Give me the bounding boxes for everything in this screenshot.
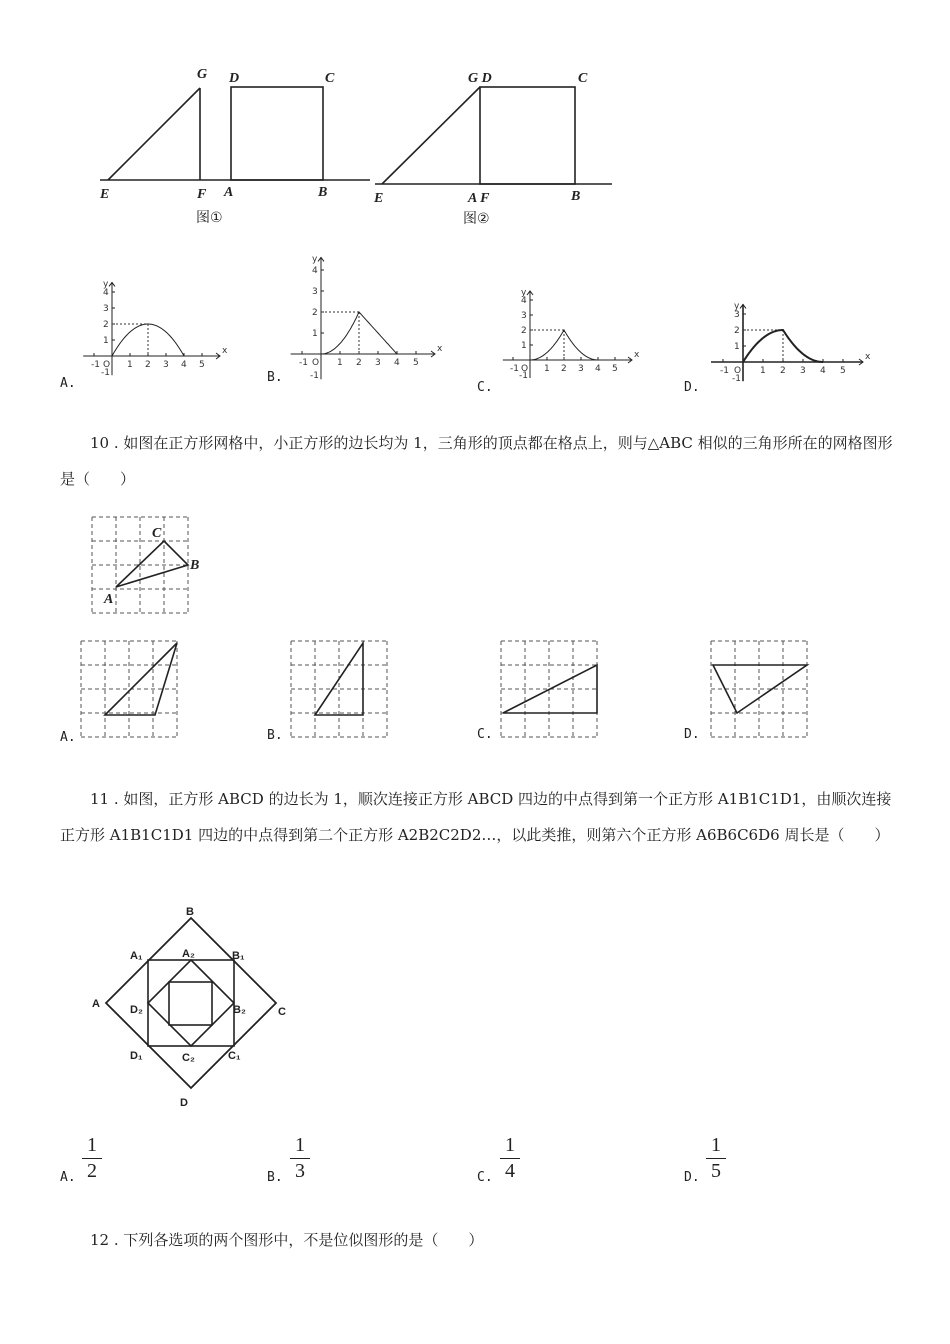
y-tick-label: 2 xyxy=(103,320,109,330)
q10-reference-grid xyxy=(88,515,218,625)
q10-option-b[interactable]: B. xyxy=(267,728,283,743)
q11-label-A1: A₁ xyxy=(130,950,143,962)
y-tick-label: 3 xyxy=(103,304,109,314)
graph-b xyxy=(285,254,455,388)
graph-option-c-label: C. xyxy=(477,380,493,395)
q10-option-c-grid xyxy=(501,641,601,741)
x-tick-label: -1 xyxy=(720,366,729,376)
question-12-text: 12 . 下列各选项的两个图形中，不是位似图形的是（ ） xyxy=(90,1231,484,1249)
q10-option-c[interactable]: C. xyxy=(477,727,493,742)
label-E2: E xyxy=(374,191,384,206)
label-AF: A F xyxy=(468,191,490,206)
x-tick-label: 4 xyxy=(595,364,601,374)
x-tick-label: 2 xyxy=(356,358,362,368)
x-tick-label: 1 xyxy=(544,364,550,374)
q11-label-D1: D₁ xyxy=(130,1050,143,1062)
y-tick-label: 1 xyxy=(312,329,318,339)
label-G: G xyxy=(197,67,208,82)
y-tick-label: -1 xyxy=(101,368,110,378)
x-tick-label: 4 xyxy=(820,366,826,376)
y-tick-label: 2 xyxy=(312,308,318,318)
x-axis-label: x xyxy=(634,350,640,360)
q10-option-d[interactable]: D. xyxy=(684,727,700,742)
figure-2 xyxy=(370,60,630,240)
x-tick-label: 2 xyxy=(145,360,151,370)
graph-a xyxy=(78,270,248,400)
label-B: B xyxy=(318,185,328,200)
x-tick-label: 3 xyxy=(163,360,169,370)
label-E: E xyxy=(100,187,110,202)
q11-option-d-fraction: 1 5 xyxy=(706,1134,726,1183)
label-C: C xyxy=(325,71,335,86)
x-tick-label: 5 xyxy=(413,358,419,368)
graph-option-a-label: A. xyxy=(60,376,76,391)
q10-label-C: C xyxy=(152,526,162,541)
x-tick-label: 5 xyxy=(199,360,205,370)
x-tick-label: -1 xyxy=(91,360,100,370)
x-tick-label: 3 xyxy=(578,364,584,374)
q11-label-A: A xyxy=(92,998,100,1010)
x-tick-label: 1 xyxy=(760,366,766,376)
graph-d xyxy=(705,270,875,400)
y-tick-label: 4 xyxy=(312,266,318,276)
label-C2: C xyxy=(578,71,588,86)
x-tick-label: 4 xyxy=(181,360,187,370)
q11-nested-squares-figure xyxy=(88,903,308,1113)
q10-option-d-grid xyxy=(711,641,811,741)
x-tick-label: -1 xyxy=(299,358,308,368)
label-B2: B xyxy=(571,189,581,204)
x-tick-label: 3 xyxy=(800,366,806,376)
q10-option-a-grid xyxy=(81,641,181,741)
label-F: F xyxy=(197,187,207,202)
q11-label-B: B xyxy=(186,906,194,918)
q11-option-a-fraction: 1 2 xyxy=(82,1134,102,1183)
figure-1-caption: 图① xyxy=(196,210,223,226)
x-tick-label: 2 xyxy=(561,364,567,374)
y-axis-label: y xyxy=(734,301,740,312)
x-tick-label: O xyxy=(521,364,529,374)
graph-c xyxy=(498,268,668,398)
y-tick-label: 2 xyxy=(734,326,740,336)
graph-option-d-label: D. xyxy=(684,380,700,395)
x-tick-label: 3 xyxy=(375,358,381,368)
q11-option-b[interactable]: B. xyxy=(267,1170,283,1185)
q11-label-B1: B₁ xyxy=(232,950,245,962)
q11-label-D: D xyxy=(180,1097,188,1109)
q11-label-C2: C₂ xyxy=(182,1052,195,1064)
y-tick-label: 2 xyxy=(521,326,527,336)
q11-option-c[interactable]: C. xyxy=(477,1170,493,1185)
q11-option-d[interactable]: D. xyxy=(684,1170,700,1185)
y-tick-label: 4 xyxy=(521,296,527,306)
x-tick-label: -1 xyxy=(510,364,519,374)
x-tick-label: 4 xyxy=(394,358,400,368)
y-tick-label: 3 xyxy=(734,310,740,320)
x-tick-label: 1 xyxy=(127,360,133,370)
y-tick-label: 1 xyxy=(103,336,109,346)
x-axis-label: x xyxy=(865,352,871,362)
q10-option-a[interactable]: A. xyxy=(60,730,76,745)
x-tick-label: O xyxy=(103,360,111,370)
y-axis-label: y xyxy=(521,288,527,298)
q11-label-B2: B₂ xyxy=(233,1004,246,1016)
q11-option-b-fraction: 1 3 xyxy=(290,1134,310,1183)
y-axis-label: y xyxy=(103,279,109,290)
x-tick-label: 1 xyxy=(337,358,343,368)
y-tick-label: 1 xyxy=(521,341,527,351)
q10-option-b-grid xyxy=(291,641,391,741)
q10-label-B: B xyxy=(190,558,200,573)
q11-label-D2: D₂ xyxy=(130,1004,143,1016)
x-tick-label: 2 xyxy=(780,366,786,376)
label-A: A xyxy=(224,185,234,200)
x-tick-label: O xyxy=(312,358,320,368)
y-tick-label: 3 xyxy=(312,287,318,297)
x-tick-label: 5 xyxy=(612,364,618,374)
question-10-text: 10 . 如图在正方形网格中，小正方形的边长均为 1，三角形的顶点都在格点上，则与△ABC 相似的三角形所在的网格图形是（ ） xyxy=(60,434,893,488)
q11-label-A2: A₂ xyxy=(182,948,195,960)
y-axis-label: y xyxy=(312,254,318,265)
q11-label-C: C xyxy=(278,1006,286,1018)
q11-option-a[interactable]: A. xyxy=(60,1170,76,1185)
label-GD: G D xyxy=(468,71,492,86)
x-axis-label: x xyxy=(437,344,443,354)
figure-2-caption: 图② xyxy=(463,211,490,227)
q11-label-C1: C₁ xyxy=(228,1050,241,1062)
x-tick-label: O xyxy=(734,366,742,376)
y-tick-label: -1 xyxy=(732,374,741,384)
y-tick-label: -1 xyxy=(310,371,319,381)
y-tick-label: 4 xyxy=(103,288,109,298)
question-11-text: 11 . 如图，正方形 ABCD 的边长为 1，顺次连接正方形 ABCD 四边的中点得到第一个正方形 A1B1C1D1，由顺次连接正方形 A1B1C1D1 四边的中点得到第二个正方形 A2B2C2D2…，以此类推，则第六个正方形 A6B6C6D6 周长是（ ） xyxy=(60,790,892,844)
x-axis-label: x xyxy=(222,346,228,356)
q10-label-A: A xyxy=(104,592,114,607)
q11-option-c-fraction: 1 4 xyxy=(500,1134,520,1183)
graph-option-b-label: B. xyxy=(267,370,283,385)
y-tick-label: -1 xyxy=(519,371,528,381)
label-D: D xyxy=(229,71,240,86)
y-tick-label: 1 xyxy=(734,342,740,352)
x-tick-label: 5 xyxy=(840,366,846,376)
y-tick-label: 3 xyxy=(521,311,527,321)
